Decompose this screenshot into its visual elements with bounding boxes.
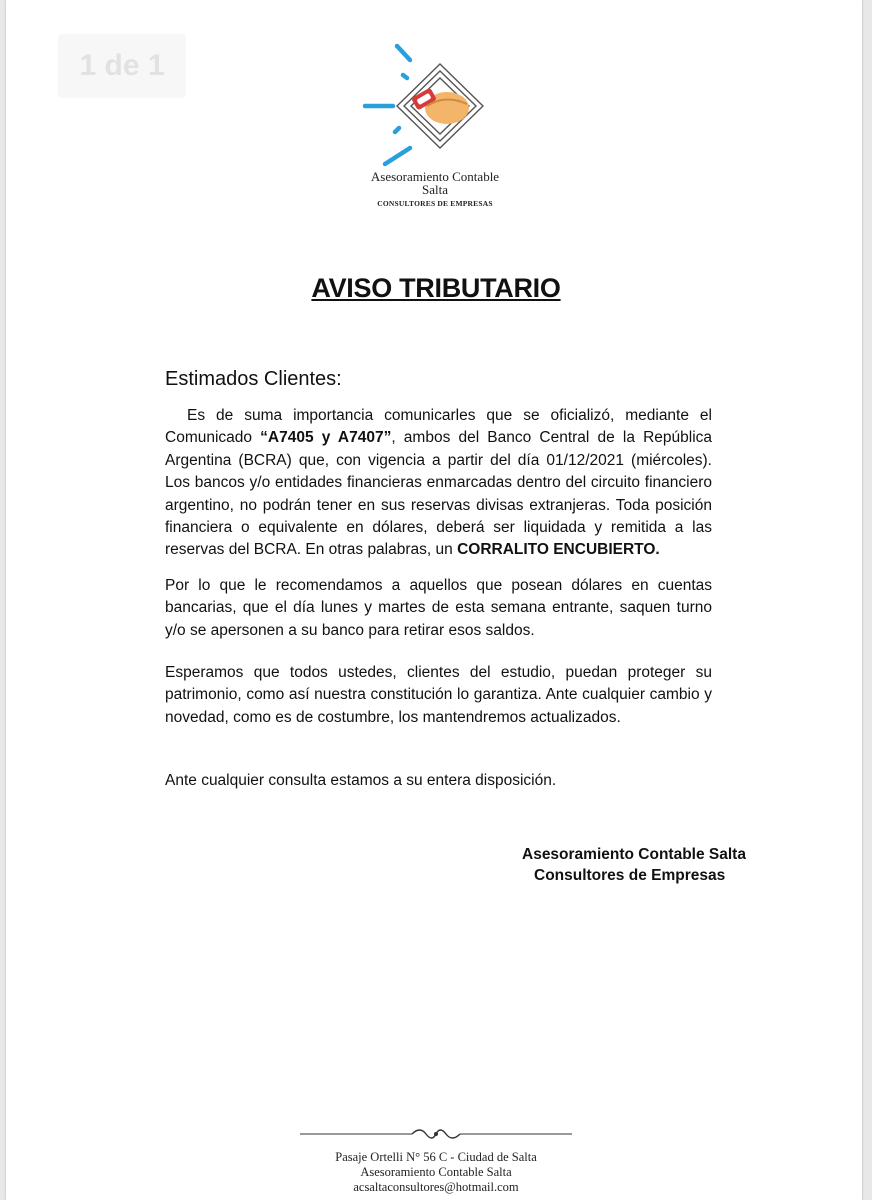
signature-line-2: Consultores de Empresas	[534, 867, 726, 884]
signature-line-1: Asesoramiento Contable Salta	[522, 846, 746, 863]
logo-wordmark	[330, 170, 540, 210]
footer-email: acsaltaconsultores@hotmail.com	[353, 1180, 519, 1194]
logo-name-line2: Salta	[422, 182, 448, 197]
paragraph-1-part2: , ambos del Banco Central de la República Argentina (BCRA) que, con vigencia a partir del día 01/12/2021 (miércoles). Los bancos y/o entidades financieras enmarcadas dentro del circuito financiero argentino, no podrán tener en sus reservas divisas extranjeras. Toda posición financiera o equivalente en dólares, deberá ser liquidada y remitida a las reservas del BCRA. En otras palabras, un	[165, 429, 713, 559]
greeting: Estimados Clientes:	[165, 368, 342, 390]
footer-company-name: Asesoramiento Contable Salta	[360, 1165, 512, 1179]
paragraph-1-bold2: CORRALITO ENCUBIERTO.	[457, 541, 660, 559]
paragraph-1-part1: Es de suma importancia comunicarles que se oficializó, mediante el Comunicado	[165, 407, 712, 447]
paragraph-1-bold1: “A7405 y A7407”	[260, 429, 392, 447]
page-indicator: 1 de 1	[58, 34, 186, 98]
paragraph-3: Esperamos que todos ustedes, clientes del estudio, puedan proteger su patrimonio, como así nuestra constitución lo garantiza. Ante cualquier cambio y novedad, como es de costumbre, los mantendremos actualizados.	[165, 664, 712, 726]
document-title: AVISO TRIBUTARIO	[311, 273, 561, 303]
footer-address: Pasaje Ortelli N° 56 C - Ciudad de Salta	[335, 1150, 537, 1164]
footer-ornament-divider	[300, 1124, 572, 1144]
paragraph-2: Por lo que le recomendamos a aquellos que posean dólares en cuentas bancarias, que el día lunes y martes de esta semana entrante, saquen turno y/o se apersonen a su banco para retirar esos saldos.	[165, 577, 712, 639]
logo-name-line3: CONSULTORES DE EMPRESAS	[377, 199, 493, 208]
paragraph-4: Ante cualquier consulta estamos a su entera disposición.	[165, 772, 557, 789]
company-logo	[355, 40, 525, 170]
footer	[0, 1150, 872, 1195]
paragraph-1	[165, 405, 712, 562]
logo-name-line1: Asesoramiento Contable	[370, 169, 500, 184]
